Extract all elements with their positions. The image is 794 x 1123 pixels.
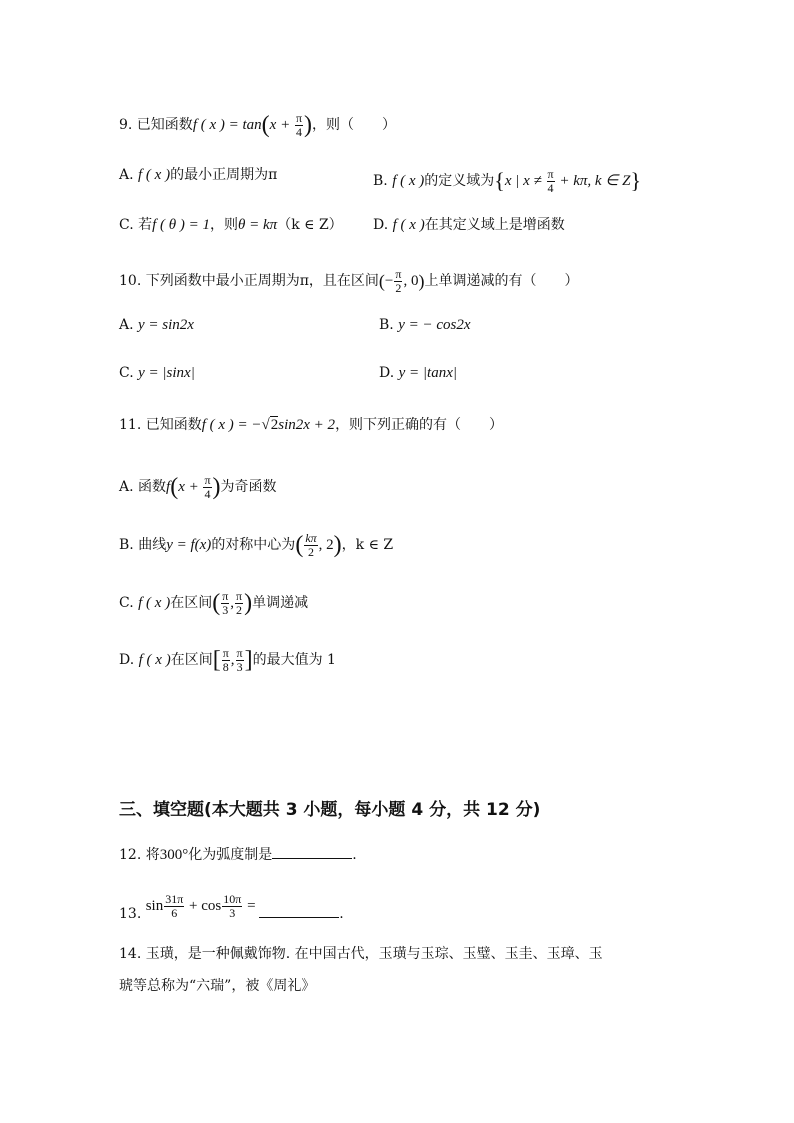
function-symbol: f ( x ) (138, 167, 171, 183)
option-label: C. (119, 365, 134, 381)
option-text: 函数 (138, 479, 167, 496)
q9-stem (119, 112, 396, 138)
denominator: 8 (222, 659, 229, 674)
q13-label: 13. (119, 906, 142, 923)
q9-option-a (119, 168, 277, 183)
option-label: B. (119, 537, 134, 554)
denominator: 2 (236, 602, 243, 617)
option-expression: y = sin2x (138, 317, 194, 333)
option-expression: y = − cos2x (398, 317, 471, 333)
option-text: 为奇函数 (220, 479, 277, 496)
denominator: 4 (547, 180, 554, 195)
q12-suffix: 化为弧度制是 (188, 847, 273, 863)
q13 (119, 893, 344, 921)
sqrt-argument: 2 (270, 417, 279, 433)
paren-right: ) (212, 474, 221, 501)
center-y: , 2 (318, 537, 334, 554)
equation: θ = kπ (238, 217, 278, 233)
interval-end: , 0 (403, 273, 419, 290)
q10-stem (119, 268, 578, 294)
fraction (304, 532, 317, 558)
fraction (235, 590, 243, 616)
q9-stem-suffix: ，则（ ） (312, 117, 397, 134)
option-text: 的最小正周期为π (170, 167, 278, 183)
denominator: 3 (229, 905, 236, 920)
q10-stem-suffix: 上单调递减的有（ ） (424, 273, 579, 290)
section-title: 三、填空题(本大题共 3 小题，每小题 4 分，共 12 分) (119, 800, 541, 820)
q9-stem-prefix: 9. 已知函数 (119, 117, 193, 134)
paren-left: ( (261, 112, 270, 139)
denominator: 4 (295, 124, 302, 139)
fraction (164, 893, 184, 919)
option-text: 的对称中心为 (211, 537, 296, 554)
denominator: 2 (395, 280, 402, 295)
fraction (222, 647, 230, 673)
option-text: 曲线 (138, 537, 167, 554)
numerator: π (236, 646, 243, 660)
paren-right: ) (244, 590, 253, 617)
numerator: π (236, 589, 243, 603)
numerator: π (222, 646, 229, 660)
q9-option-d (373, 218, 565, 233)
q11-option-a (119, 474, 277, 500)
equals-sign: = (243, 898, 260, 915)
brace-left: { (494, 168, 505, 194)
denominator: 6 (171, 905, 178, 920)
q10-option-c (119, 366, 195, 381)
q11-stem-suffix: ，则下列正确的有（ ） (335, 417, 504, 433)
numerator: π (295, 111, 303, 125)
answer-blank[interactable] (272, 857, 352, 859)
option-text: 在其定义域上是增函数 (424, 217, 565, 233)
paren-right: ) (418, 271, 425, 292)
option-label: C. (119, 217, 134, 233)
brace-right: } (630, 168, 642, 194)
q9-x-plus: x + (269, 117, 294, 134)
set-right: + kπ, k ∈ Z (555, 173, 631, 190)
option-label: A. (119, 167, 134, 183)
equation: f ( θ ) = 1 (152, 217, 211, 233)
function-symbol: f ( x ) (392, 173, 425, 190)
q12-prefix: 12. 将 (119, 847, 160, 863)
degree-value: 300° (159, 847, 189, 863)
option-label: D. (379, 365, 395, 381)
numerator: π (204, 473, 211, 487)
option-label: D. (373, 217, 389, 233)
bracket-right: ] (244, 647, 253, 674)
option-label: A. (119, 479, 134, 496)
function-expression: f ( x ) = − (201, 417, 262, 433)
minus-sign: − (384, 273, 394, 290)
period: . (352, 847, 357, 863)
numerator: 10π (223, 892, 242, 906)
q11-stem (119, 418, 503, 433)
q10-stem-prefix: 10. 下列函数中最小正周期为π，且在区间 (119, 273, 379, 290)
option-text: 在区间 (170, 652, 213, 669)
q12 (119, 848, 357, 863)
denominator: 2 (307, 544, 314, 559)
paren-right: ) (333, 532, 342, 559)
q10-option-d (379, 366, 457, 381)
paren-left: ( (170, 474, 179, 501)
q9-option-b (373, 168, 641, 194)
option-text: ，k ∈ Z (341, 537, 394, 554)
q10-option-a (119, 318, 194, 333)
fraction (547, 168, 555, 194)
option-text: 的定义域为 (424, 173, 495, 190)
numerator: kπ (305, 531, 317, 545)
numerator: π (547, 167, 554, 181)
fraction (221, 590, 229, 616)
option-label: D. (119, 652, 135, 669)
q10-option-b (379, 318, 471, 333)
cos-function: + cos (185, 898, 222, 915)
denominator: 3 (236, 659, 243, 674)
q9-function: f ( x ) = tan (192, 117, 262, 134)
set-left: x | x ≠ (504, 173, 546, 190)
option-expression: y = |tanx| (398, 365, 457, 381)
option-label: B. (373, 173, 388, 190)
q11-option-c: C. f ( x )在区间( $\frac{\pi}{3}$ , $\frac{\pi}{2}$ )单调递减 (119, 589, 309, 617)
option-text: 若 (138, 217, 153, 233)
option-text: 在区间 (170, 595, 213, 612)
option-label: A. (119, 317, 134, 333)
period: . (339, 906, 344, 923)
answer-blank[interactable] (259, 916, 339, 918)
option-text: 的最大值为 1 (252, 652, 336, 669)
option-label: B. (379, 317, 394, 333)
paren-left: ( (295, 532, 304, 559)
x-plus: x + (178, 479, 203, 496)
function-symbol: f (166, 479, 171, 496)
option-text: 单调递减 (252, 595, 309, 612)
function-expression: sin2x + 2 (278, 417, 336, 433)
option-expression: y = |sinx| (138, 365, 195, 381)
fraction (394, 268, 402, 294)
denominator: 4 (204, 486, 211, 501)
bracket-left: [ (212, 647, 221, 674)
function-symbol: f ( x ) (138, 652, 171, 669)
fraction (203, 474, 211, 500)
denominator: 3 (222, 602, 229, 617)
q11-option-b (119, 532, 393, 558)
fraction (222, 893, 242, 919)
q11-option-d: D. f ( x )在区间[ $\frac{\pi}{8}$ , $\frac{\pi}{3}$ ]的最大值为 1 (119, 646, 336, 674)
q14-line-1: 14. 玉璜，是一种佩戴饰物. 在中国古代，玉璜与玉琮、玉璧、玉圭、玉璋、玉 (119, 946, 603, 962)
numerator: π (395, 267, 402, 281)
function-symbol: f ( x ) (392, 217, 425, 233)
option-text: ，则 (210, 217, 239, 233)
fraction (236, 647, 244, 673)
q9-option-c (119, 218, 343, 233)
option-label: C. (119, 595, 134, 612)
paren-right: ) (304, 112, 313, 139)
sin-function: sin (145, 898, 164, 915)
q14-line-2: 琥等总称为“六瑞”，被《周礼》 (119, 978, 316, 994)
paren-left: ( (212, 590, 221, 617)
fraction (295, 112, 303, 138)
curve-expression: y = f(x) (166, 537, 212, 554)
option-text: （k ∈ Z） (277, 217, 343, 233)
numerator: 31π (165, 892, 184, 906)
sqrt-sign: √ (261, 417, 270, 433)
q11-stem-prefix: 11. 已知函数 (119, 417, 202, 433)
paren-left: ( (378, 271, 385, 292)
function-symbol: f ( x ) (138, 595, 171, 612)
numerator: π (222, 589, 229, 603)
